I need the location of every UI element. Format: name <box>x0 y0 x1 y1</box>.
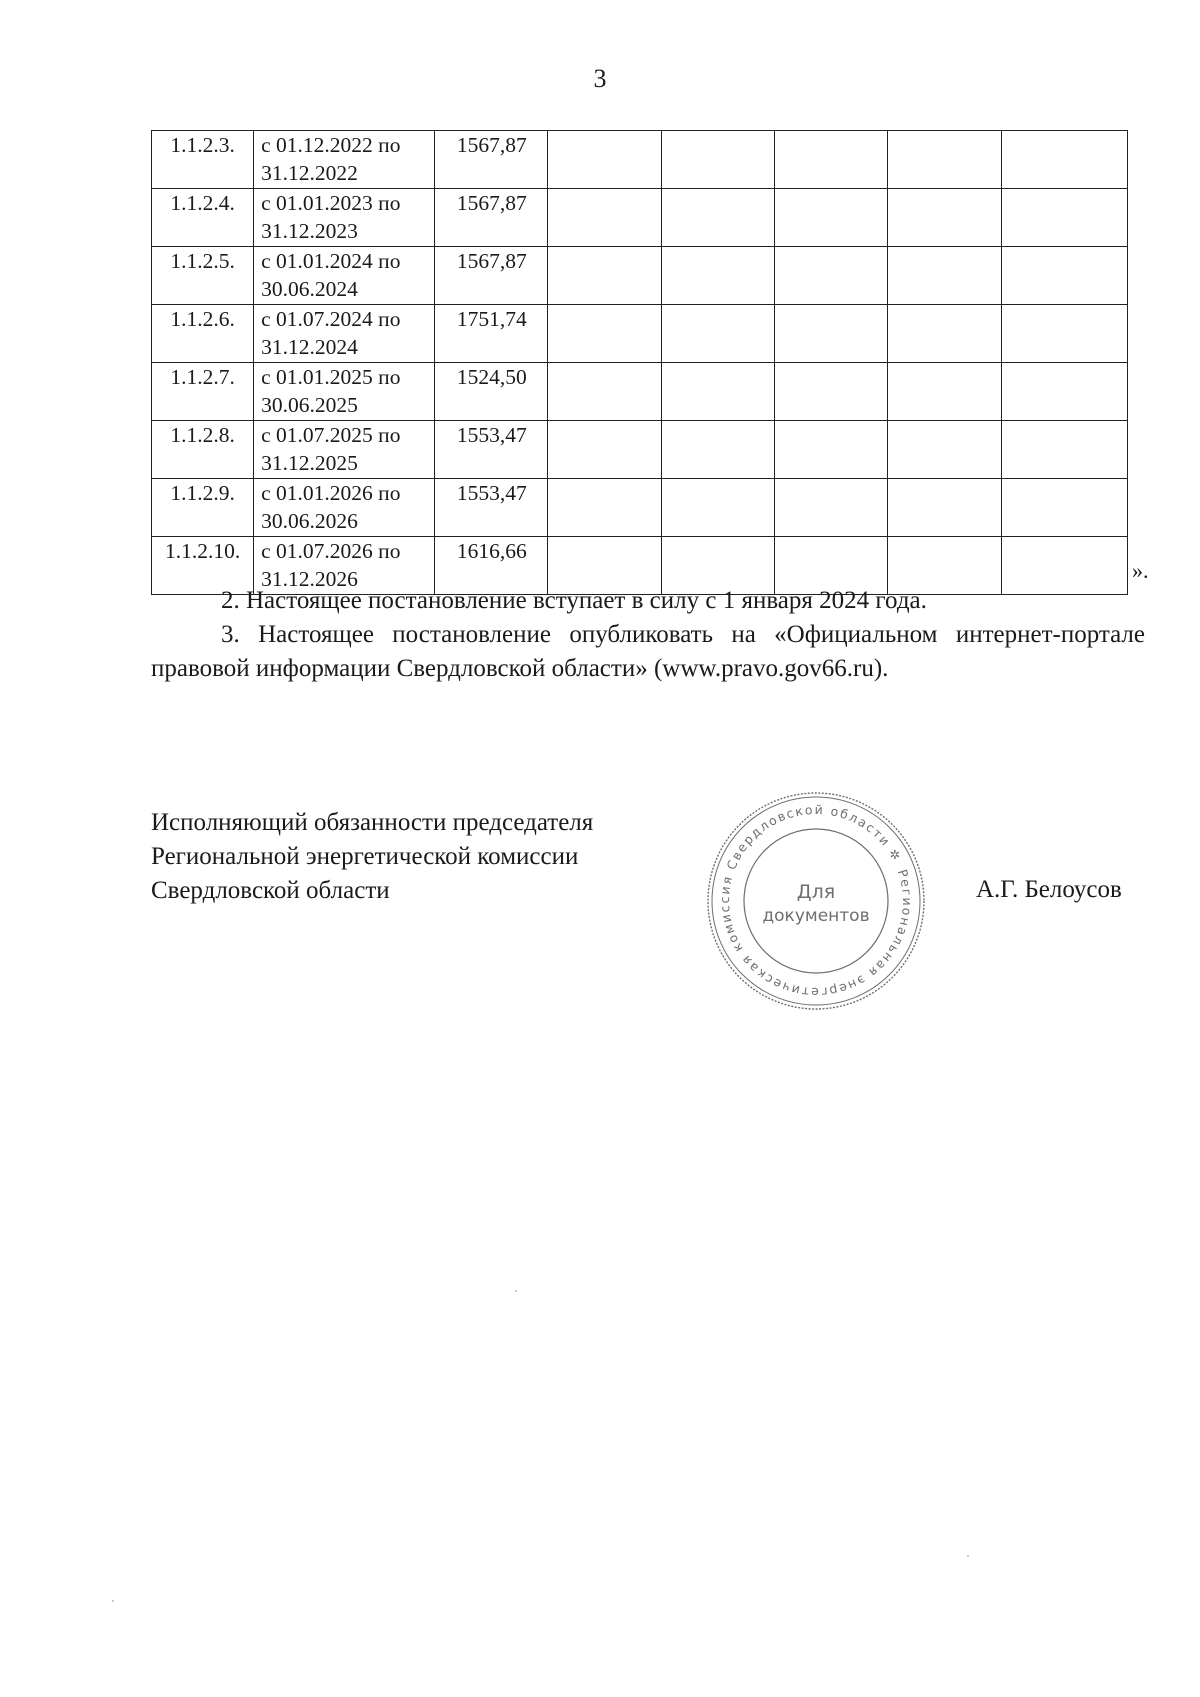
signer-line-1: Исполняющий обязанности председателя <box>151 809 594 836</box>
scan-speck <box>112 1600 114 1602</box>
empty-cell <box>661 131 774 189</box>
empty-cell <box>548 305 661 363</box>
signer-name: А.Г. Белоусов <box>976 876 1122 903</box>
table-row <box>152 363 1128 421</box>
empty-cell <box>774 363 887 421</box>
empty-cell <box>548 479 661 537</box>
signer-position <box>151 806 593 908</box>
period-cell: с 01.07.2024 по 31.12.2024 <box>254 305 435 363</box>
empty-cell <box>661 421 774 479</box>
period-cell: с 01.01.2026 по 30.06.2026 <box>254 479 435 537</box>
empty-cell <box>661 189 774 247</box>
table-row <box>152 247 1128 305</box>
period-cell: с 01.12.2022 по 31.12.2022 <box>254 131 435 189</box>
empty-cell <box>1001 479 1128 537</box>
stamp-ring-text: Региональная энергетическая комиссия Свердловской области ✲ <box>716 801 916 1001</box>
period-cell: с 01.07.2026 по 31.12.2026 <box>254 537 435 595</box>
row-number-cell: 1.1.2.3. <box>152 131 254 189</box>
period-cell: с 01.01.2025 по 30.06.2025 <box>254 363 435 421</box>
scan-speck <box>515 1290 517 1292</box>
price-cell: 1567,87 <box>435 189 548 247</box>
empty-cell <box>661 247 774 305</box>
period-cell: с 01.01.2023 по 31.12.2023 <box>254 189 435 247</box>
row-number-cell: 1.1.2.10. <box>152 537 254 595</box>
row-number-cell: 1.1.2.8. <box>152 421 254 479</box>
paragraph-3: 3. Настоящее постановление опубликовать на «Официальном интернет-портале правовой информации Свердловской области» (www.pravo.gov66.ru). <box>151 621 1145 682</box>
row-number-cell: 1.1.2.7. <box>152 363 254 421</box>
signer-line-2: Региональной энергетической комиссии <box>151 843 579 870</box>
table-row <box>152 421 1128 479</box>
empty-cell <box>1001 363 1128 421</box>
empty-cell <box>888 131 1001 189</box>
empty-cell <box>548 131 661 189</box>
period-cell: с 01.07.2025 по 31.12.2025 <box>254 421 435 479</box>
empty-cell <box>1001 247 1128 305</box>
empty-cell <box>548 421 661 479</box>
empty-cell <box>1001 189 1128 247</box>
row-number-cell: 1.1.2.5. <box>152 247 254 305</box>
official-stamp <box>703 788 929 1014</box>
row-number-cell: 1.1.2.6. <box>152 305 254 363</box>
empty-cell <box>548 363 661 421</box>
price-cell: 1567,87 <box>435 247 548 305</box>
tariff-table <box>151 130 1128 595</box>
stamp-center-line-1: Для <box>796 881 836 903</box>
empty-cell <box>1001 421 1128 479</box>
empty-cell <box>774 421 887 479</box>
empty-cell <box>888 421 1001 479</box>
empty-cell <box>661 479 774 537</box>
empty-cell <box>888 189 1001 247</box>
empty-cell <box>774 247 887 305</box>
empty-cell <box>888 305 1001 363</box>
signer-line-3: Свердловской области <box>151 877 390 904</box>
empty-cell <box>774 131 887 189</box>
empty-cell <box>888 363 1001 421</box>
empty-cell <box>774 479 887 537</box>
period-cell: с 01.01.2024 по 30.06.2024 <box>254 247 435 305</box>
table-row <box>152 189 1128 247</box>
empty-cell <box>1001 305 1128 363</box>
empty-cell <box>774 305 887 363</box>
empty-cell <box>548 189 661 247</box>
price-cell: 1553,47 <box>435 479 548 537</box>
row-number-cell: 1.1.2.4. <box>152 189 254 247</box>
page-number: 3 <box>593 64 607 93</box>
empty-cell <box>888 479 1001 537</box>
price-cell: 1751,74 <box>435 305 548 363</box>
table-row <box>152 131 1128 189</box>
price-cell: 1524,50 <box>435 363 548 421</box>
stamp-center-line-2: документов <box>762 906 870 926</box>
empty-cell <box>548 247 661 305</box>
empty-cell <box>888 247 1001 305</box>
price-cell: 1553,47 <box>435 421 548 479</box>
empty-cell <box>661 305 774 363</box>
empty-cell <box>774 189 887 247</box>
price-cell: 1616,66 <box>435 537 548 595</box>
paragraph-2: 2. Настоящее постановление вступает в силу с 1 января 2024 года. <box>221 587 927 614</box>
scan-speck <box>967 1555 969 1557</box>
closing-quote: ». <box>1132 558 1149 583</box>
row-number-cell: 1.1.2.9. <box>152 479 254 537</box>
empty-cell <box>661 363 774 421</box>
table-row <box>152 479 1128 537</box>
price-cell: 1567,87 <box>435 131 548 189</box>
table-row <box>152 305 1128 363</box>
empty-cell <box>1001 131 1128 189</box>
